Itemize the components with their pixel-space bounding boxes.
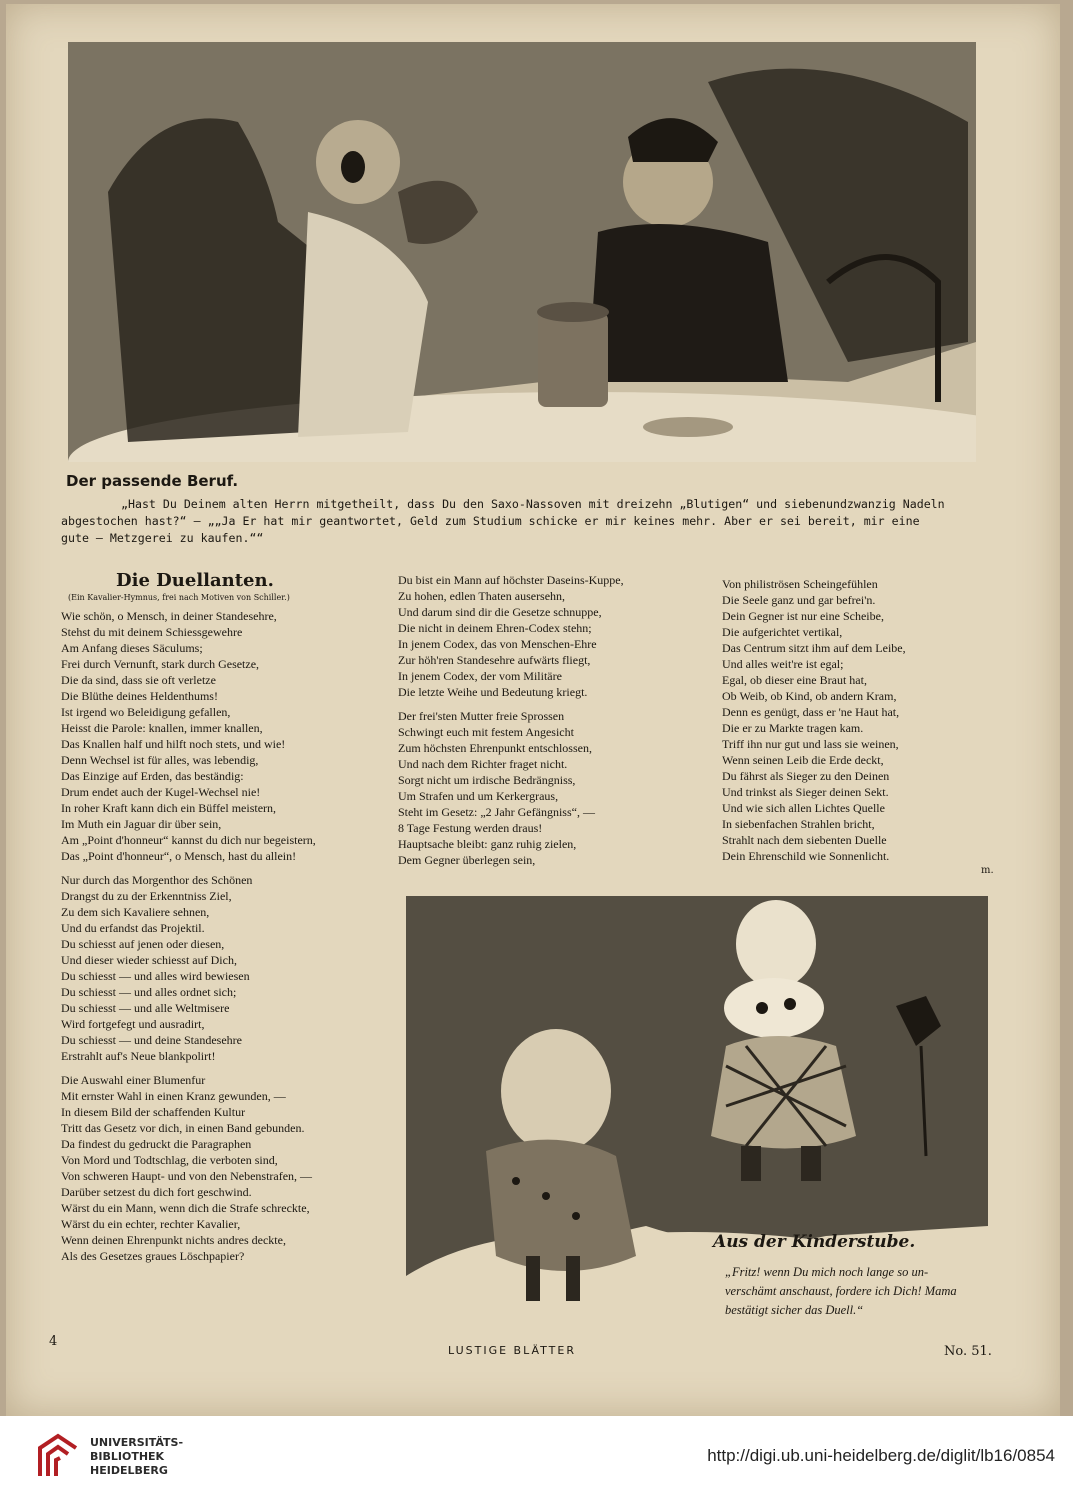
page-number: 4	[49, 1334, 58, 1349]
poem-signature: m.	[981, 865, 994, 876]
stanza	[61, 872, 316, 1064]
poem-line: Erstrahlt auf's Neue blankpolirt!	[61, 1049, 216, 1063]
poem-line: Darüber setzest du dich fort geschwind.	[61, 1185, 252, 1199]
top-illustration	[68, 42, 976, 462]
poem-line: Zu dem sich Kavaliere sehnen,	[61, 905, 210, 919]
poem-line: Die da sind, dass sie oft verletze	[61, 673, 216, 687]
poem-column-1	[61, 608, 316, 1272]
poem-line: Die Blüthe deines Heldenthums!	[61, 689, 218, 703]
poem-line: Dein Ehrenschild wie Sonnenlicht.	[722, 849, 890, 863]
poem-line: In siebenfachen Strahlen bricht,	[722, 817, 875, 831]
stanza	[61, 1072, 316, 1264]
poem-line: Wie schön, o Mensch, in deiner Standesehre,	[61, 609, 277, 623]
poem-line: Und wie sich allen Lichtes Quelle	[722, 801, 885, 815]
poem-line: Egal, ob dieser eine Braut hat,	[722, 673, 867, 687]
top-caption-line: abgestochen hast?“ — „„Ja Er hat mir geantwortet, Geld zum Studium schicke er mir keines mehr. Aber er sei bereit, mir eine	[61, 514, 920, 528]
magazine-page	[6, 4, 1060, 1416]
poem-line: Der frei'sten Mutter freie Sprossen	[398, 709, 565, 723]
poem-line: Am Anfang dieses Säculums;	[61, 641, 203, 655]
top-caption-title: Der passende Beruf.	[66, 472, 239, 490]
kids-caption-line: „Fritz! wenn Du mich noch lange so un-	[725, 1265, 929, 1279]
poem-line: Das Einzige auf Erden, das beständig:	[61, 769, 244, 783]
poem-line: Das Centrum sitzt ihm auf dem Leibe,	[722, 641, 906, 655]
poem-line: Die aufgerichtet vertikal,	[722, 625, 843, 639]
poem-line: Dem Gegner überlegen sein,	[398, 853, 536, 867]
poem-line: Du schiesst — und alles ordnet sich;	[61, 985, 237, 999]
library-footer	[0, 1416, 1073, 1504]
poem-line: Und nach dem Richter fraget nicht.	[398, 757, 568, 771]
poem-title: Die Duellanten.	[116, 570, 274, 591]
poem-line: Drangst du zu der Erkenntniss Ziel,	[61, 889, 232, 903]
issue-number: No. 51.	[944, 1344, 992, 1359]
poem-line: Um Strafen und um Kerkergraus,	[398, 789, 559, 803]
poem-line: Die Seele ganz und gar befrei'n.	[722, 593, 876, 607]
poem-line: Heisst die Parole: knallen, immer knallen,	[61, 721, 263, 735]
permalink-url[interactable]: http://digi.ub.uni-heidelberg.de/diglit/lb16/0854	[707, 1446, 1055, 1465]
poem-line: Von Mord und Todtschlag, die verboten sind,	[61, 1153, 278, 1167]
poem-line: Die letzte Weihe und Bedeutung kriegt.	[398, 685, 588, 699]
poem-line: Zur höh'ren Standesehre aufwärts fliegt,	[398, 653, 591, 667]
poem-line: Im Muth ein Jaguar dir über sein,	[61, 817, 222, 831]
poem-line: Stehst du mit deinem Schiessgewehre	[61, 625, 243, 639]
poem-line: Am „Point d'honneur“ kannst du dich nur begeistern,	[61, 833, 316, 847]
poem-line: Strahlt nach dem siebenten Duelle	[722, 833, 887, 847]
logo-line: HEIDELBERG	[90, 1464, 168, 1477]
library-logo[interactable]	[36, 1430, 246, 1490]
poem-subtitle: (Ein Kavalier-Hymnus, frei nach Motiven von Schiller.)	[68, 593, 290, 602]
kids-caption-line: bestätigt sicher das Duell.“	[725, 1303, 864, 1317]
poem-line: Sorgt nicht um irdische Bedrängniss,	[398, 773, 576, 787]
poem-line: Hauptsache bleibt: ganz ruhig zielen,	[398, 837, 577, 851]
poem-line: Denn Wechsel ist für alles, was lebendig,	[61, 753, 259, 767]
logo-line: BIBLIOTHEK	[90, 1450, 165, 1463]
poem-line: Wärst du ein Mann, wenn dich die Strafe schreckte,	[61, 1201, 310, 1215]
poem-line: Schwingt euch mit festem Angesicht	[398, 725, 574, 739]
poem-line: Da findest du gedruckt die Paragraphen	[61, 1137, 252, 1151]
poem-line: Nur durch das Morgenthor des Schönen	[61, 873, 253, 887]
poem-line: Und trinkst als Sieger deinen Sekt.	[722, 785, 889, 799]
poem-line: Du schiesst — und deine Standesehre	[61, 1033, 242, 1047]
poem-line: 8 Tage Festung werden draus!	[398, 821, 543, 835]
poem-line: Ist irgend wo Beleidigung gefallen,	[61, 705, 231, 719]
poem-line: Du bist ein Mann auf höchster Daseins-Kuppe,	[398, 573, 624, 587]
stanza	[398, 572, 624, 700]
library-logo-text	[90, 1436, 183, 1478]
poem-line: Wird fortgefegt und ausradirt,	[61, 1017, 205, 1031]
top-caption-line: „Hast Du Deinem alten Herrn mitgetheilt, dass Du den Saxo-Nassoven mit dreizehn „Blutigen“ und siebenundzwanzig Nadeln	[121, 497, 945, 511]
library-logo-icon	[36, 1430, 80, 1480]
poem-line: Du fährst als Sieger zu den Deinen	[722, 769, 890, 783]
poem-line: Von philiströsen Scheingefühlen	[722, 577, 878, 591]
poem-line: In diesem Bild der schaffenden Kultur	[61, 1105, 246, 1119]
poem-line: Frei durch Vernunft, stark durch Gesetze,	[61, 657, 260, 671]
poem-line: Tritt das Gesetz vor dich, in einen Band gebunden.	[61, 1121, 305, 1135]
poem-line: Mit ernster Wahl in einen Kranz gewunden, —	[61, 1089, 286, 1103]
poem-line: Drum endet auch der Kugel-Wechsel nie!	[61, 785, 261, 799]
tavern-drawing	[68, 42, 976, 462]
poem-line: Das Knallen half und hilft noch stets, und wie!	[61, 737, 286, 751]
kids-caption-text	[725, 1263, 995, 1320]
poem-line: Zum höchsten Ehrenpunkt entschlossen,	[398, 741, 592, 755]
poem-line: Du schiesst — und alle Weltmisere	[61, 1001, 230, 1015]
poem-line: Zu hohen, edlen Thaten ausersehn,	[398, 589, 566, 603]
poem-line: Triff ihn nur gut und lass sie weinen,	[722, 737, 899, 751]
kids-caption-line: verschämt anschaust, fordere ich Dich! Mama	[725, 1284, 957, 1298]
poem-line: Und alles weit're ist egal;	[722, 657, 844, 671]
poem-line: Als des Gesetzes graues Löschpapier?	[61, 1249, 245, 1263]
top-caption-text	[61, 496, 1001, 547]
poem-column-2	[398, 572, 624, 876]
poem-line: Und dieser wieder schiesst auf Dich,	[61, 953, 237, 967]
poem-line: Und darum sind dir die Gesetze schnuppe,	[398, 605, 602, 619]
poem-column-3	[722, 576, 906, 864]
poem-line: Du schiesst — und alles wird bewiesen	[61, 969, 250, 983]
poem-line: Wenn deinen Ehrenpunkt nichts andres deckte,	[61, 1233, 286, 1247]
poem-line: Die er zu Markte tragen kam.	[722, 721, 864, 735]
poem-line: Die nicht in deinem Ehren-Codex stehn;	[398, 621, 592, 635]
stanza	[61, 608, 316, 864]
poem-line: In jenem Codex, der vom Militäre	[398, 669, 562, 683]
poem-line: Steht im Gesetz: „2 Jahr Gefängniss“, —	[398, 805, 595, 819]
poem-line: Von schweren Haupt- und von den Nebenstrafen, —	[61, 1169, 313, 1183]
poem-line: Das „Point d'honneur“, o Mensch, hast du allein!	[61, 849, 297, 863]
poem-line: Die Auswahl einer Blumenfur	[61, 1073, 206, 1087]
logo-line: UNIVERSITÄTS-	[90, 1436, 184, 1449]
poem-line: Dein Gegner ist nur eine Scheibe,	[722, 609, 884, 623]
poem-line: Wärst du ein echter, rechter Kavalier,	[61, 1217, 241, 1231]
poem-line: Denn es genügt, dass er 'ne Haut hat,	[722, 705, 900, 719]
poem-line: In jenem Codex, das von Menschen-Ehre	[398, 637, 597, 651]
poem-line: Ob Weib, ob Kind, ob andern Kram,	[722, 689, 897, 703]
kids-caption-title: Aus der Kinderstube.	[713, 1232, 916, 1252]
magazine-name: LUSTIGE BLÄTTER	[448, 1344, 576, 1357]
poem-line: Wenn seinen Leib die Erde deckt,	[722, 753, 884, 767]
poem-line: Du schiesst auf jenen oder diesen,	[61, 937, 225, 951]
poem-line: In roher Kraft kann dich ein Büffel meistern,	[61, 801, 277, 815]
top-caption-line: gute — Metzgerei zu kaufen.““	[61, 531, 264, 545]
stanza	[398, 708, 624, 868]
poem-line: Und du erfandst das Projektil.	[61, 921, 205, 935]
